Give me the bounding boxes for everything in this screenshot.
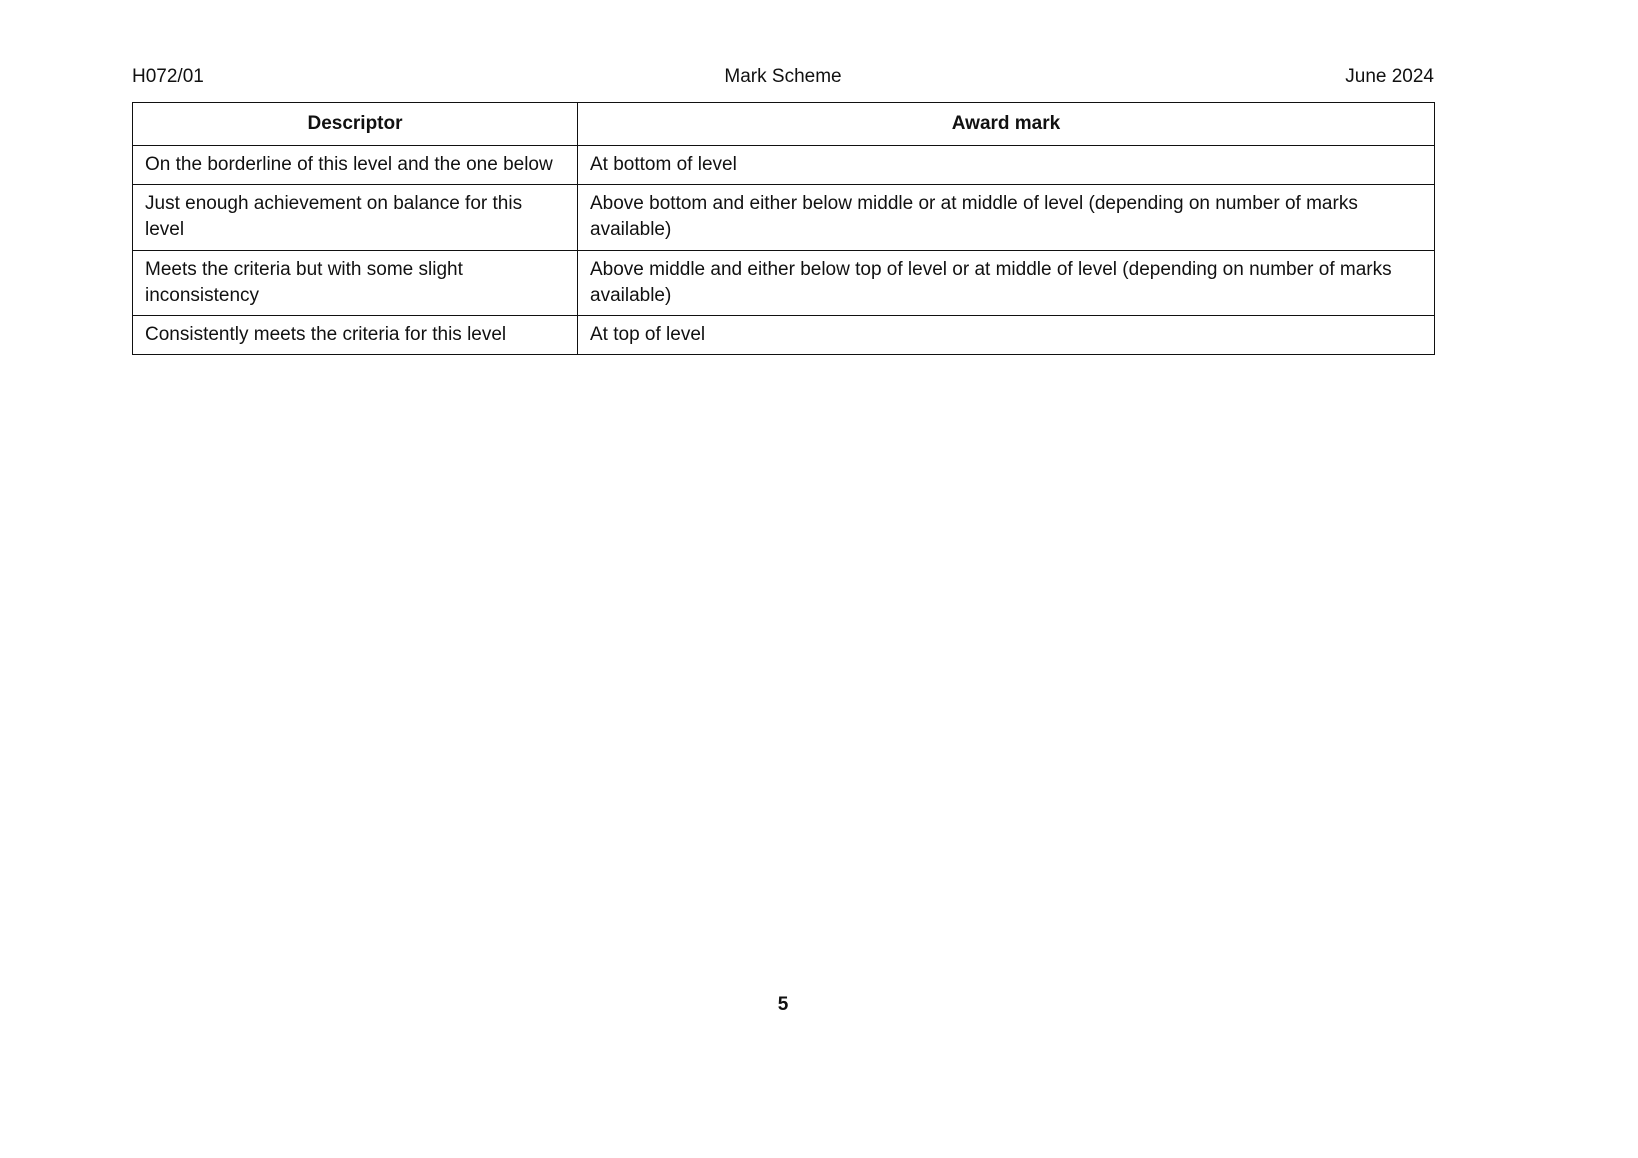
page-header	[132, 66, 1434, 88]
descriptor-cell: On the borderline of this level and the one below	[133, 146, 578, 185]
award-mark-cell: Above bottom and either below middle or at middle of level (depending on number of marks available)	[578, 185, 1435, 250]
column-header-descriptor: Descriptor	[133, 103, 578, 146]
descriptor-cell: Meets the criteria but with some slight inconsistency	[133, 250, 578, 315]
award-mark-cell: At bottom of level	[578, 146, 1435, 185]
page-number: 5	[777, 994, 789, 1015]
award-mark-cell: Above middle and either below top of level or at middle of level (depending on number of marks available)	[578, 250, 1435, 315]
table-row	[133, 316, 1435, 355]
descriptor-cell: Just enough achievement on balance for this level	[133, 185, 578, 250]
award-mark-table	[132, 102, 1435, 355]
paper-code: H072/01	[132, 66, 204, 87]
award-mark-cell: At top of level	[578, 316, 1435, 355]
session-date: June 2024	[1345, 66, 1434, 87]
table-row	[133, 185, 1435, 250]
table-row	[133, 146, 1435, 185]
descriptor-cell: Consistently meets the criteria for this level	[133, 316, 578, 355]
table-row	[133, 250, 1435, 315]
document-title: Mark Scheme	[724, 66, 842, 87]
table-header-row	[133, 103, 1435, 146]
column-header-award-mark: Award mark	[578, 103, 1435, 146]
